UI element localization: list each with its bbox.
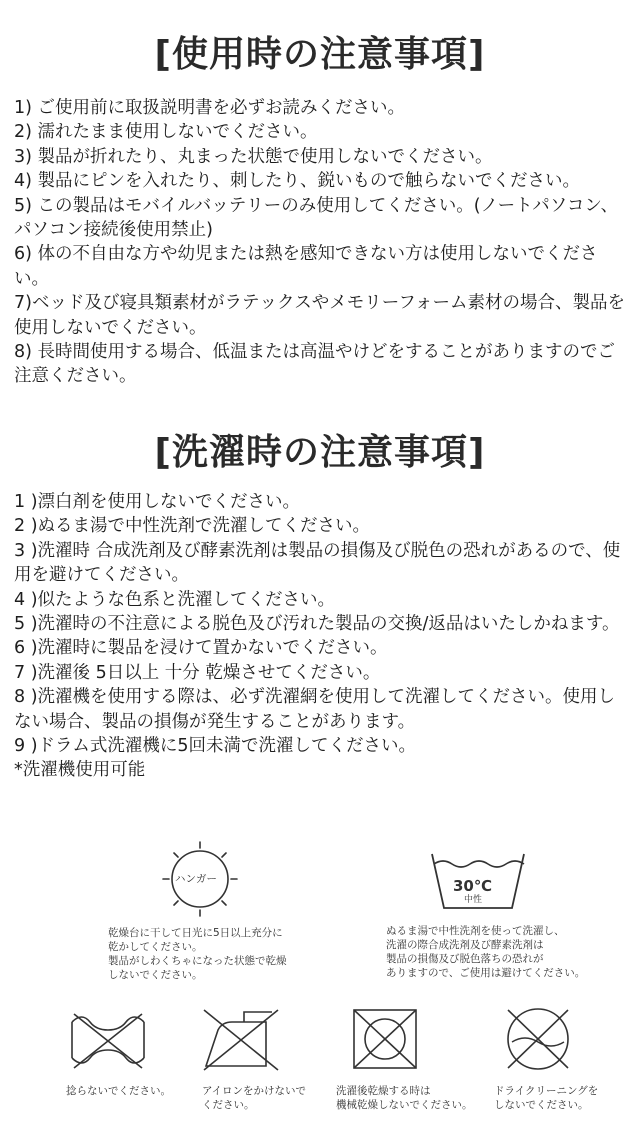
list-item: 8 )洗濯機を使用する際は、必ず洗濯網を使用して洗濯してください。使用しない場合、製品の損傷が発生することがあります。 [14,687,616,732]
no-tumble-dry-icon [350,1006,420,1072]
no-iron-caption: アイロンをかけないで ください。 [202,1085,307,1111]
washing-section-title: [洗濯時の注意事項] [154,432,486,473]
list-item: 7)ベッド及び寝具類素材がラテックスやメモリーフォーム素材の場合、製品を使用しないでください。 [14,293,626,338]
no-tumble-dry-caption: 洗濯後乾燥する時は 機械乾燥しないでください。 [336,1085,473,1111]
washing-instructions-list [14,490,626,783]
list-item: 2) 濡れたまま使用しないでください。 [14,122,318,143]
list-item: 2 )ぬるま湯で中性洗剤で洗濯してください。 [14,516,371,537]
wash-detergent-label: 中性 [464,895,483,905]
wash-temperature: 30℃ [453,877,493,895]
list-item: 1 )漂白剤を使用しないでください。 [14,492,301,512]
no-wring-caption: 捻らないでください。 [66,1085,171,1097]
list-item: *洗濯機使用可能 [14,760,146,781]
list-item: 7 )洗濯後 5日以上 十分 乾燥させてください。 [14,662,381,683]
list-item: 5 )洗濯時の不注意による脱色及び汚れた製品の交換/返品はいたしかねます。 [14,614,620,635]
list-item: 4) 製品にピンを入れたり、刺したり、鋭いもので触らないでください。 [14,171,581,192]
list-item: 6 )洗濯時に製品を浸けて置かないでください。 [14,638,388,659]
list-item: 8) 長時間使用する場合、低温または高温やけどをすることがありますのでご注意ください。 [14,342,616,387]
list-item: 1) ご使用前に取扱説明書を必ずお読みください。 [14,98,406,118]
no-iron-icon [200,1004,282,1072]
usage-instructions-list [14,96,626,389]
wash-caption: ぬるま湯で中性洗剤を使って洗濯し、 洗濯の際合成洗剤及び酵素洗剤は 製品の損傷及び脱色落ちの恐れが ありますので、ご使用は避けてください。 [386,925,586,979]
list-item: 3 )洗濯時 合成洗剤及び酵素洗剤は製品の損傷及び脱色の恐れがあるので、使用を避けてください。 [14,540,621,586]
list-item: 3) 製品が折れたり、丸まった状態で使用しないでください。 [14,146,493,167]
hanger-label: ハンガー [175,873,217,885]
no-dry-clean-icon [500,1004,576,1074]
no-dry-clean-caption: ドライクリーニングを しないでください。 [494,1085,599,1111]
list-item: 5) この製品はモバイルバッテリーのみ使用してください。(ノートパソコン、パソコン接続後使用禁止) [14,195,618,241]
usage-section-title: [使用時の注意事項] [154,34,486,75]
list-item: 6) 体の不自由な方や幼児または熱を感知できない方は使用しないでください。 [14,244,598,289]
list-item: 9 )ドラム式洗濯機に5回未満で洗濯してください。 [14,736,416,757]
hanger-caption: 乾燥台に干して日光に5日以上充分に 乾かしてください。 製品がしわくちゃになった状態で乾燥 しないでください。 [108,927,287,981]
no-wring-icon [68,1008,148,1072]
list-item: 4 )似たような色系と洗濯してください。 [14,589,336,610]
